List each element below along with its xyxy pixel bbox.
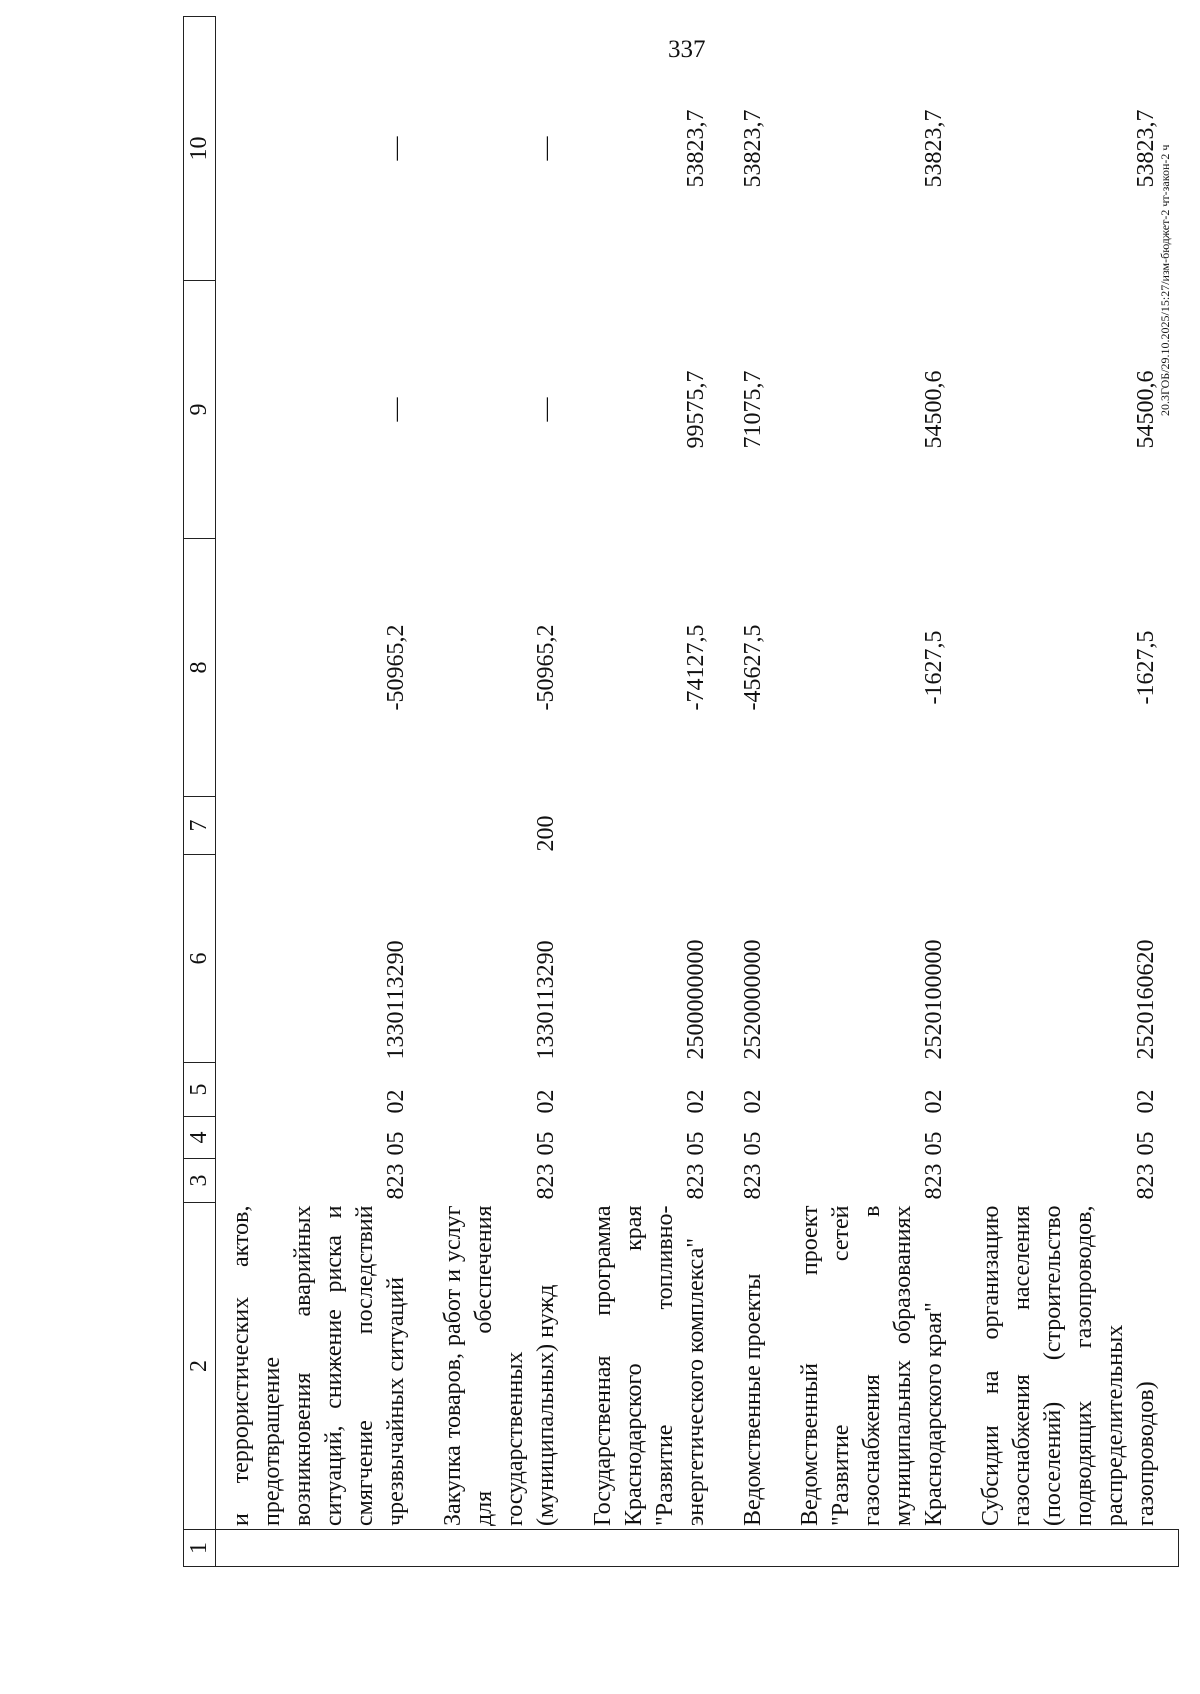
cell-amount-col-8: -1627,5 <box>1133 630 1159 705</box>
table-row <box>728 17 785 1567</box>
cell-subsection: 02 <box>740 1089 766 1114</box>
header-col-1: 1 <box>184 1530 216 1567</box>
cell-amount-col-9: — <box>383 397 409 422</box>
cell-subsection: 02 <box>533 1089 559 1114</box>
cell-ministry: 823 <box>383 1163 409 1200</box>
cell-amount-col-10: — <box>383 136 409 161</box>
cell-section: 05 <box>383 1131 409 1156</box>
cell-target-article: 2500000000 <box>683 939 709 1060</box>
table-row <box>578 17 728 1567</box>
cell-amount-col-10: 53823,7 <box>1133 109 1159 188</box>
cell-expense-type <box>216 797 429 855</box>
cell-amount-col-9: 71075,7 <box>740 370 766 449</box>
cell-target-article: 2520100000 <box>921 939 947 1060</box>
cell-section: 05 <box>921 1131 947 1156</box>
header-col-10: 10 <box>184 17 216 281</box>
cell-name: Закупка товаров, работ и услуг для обеспечения государственных (муниципальных) нужд <box>440 1205 559 1526</box>
header-col-3: 3 <box>184 1159 216 1203</box>
cell-ministry: 823 <box>740 1163 766 1200</box>
cell-col-1 <box>728 1530 785 1567</box>
header-col-7: 7 <box>184 797 216 855</box>
cell-col-1 <box>216 1530 429 1567</box>
cell-amount-col-10: — <box>533 136 559 161</box>
cell-amount-col-9: 54500,6 <box>1133 370 1159 449</box>
cell-name: Ведомственный проект "Развитие сетей газоснабжения в муниципальных образованиях Краснодарского края" <box>797 1205 947 1526</box>
cell-amount-col-10: 53823,7 <box>740 109 766 188</box>
cell-ministry: 823 <box>683 1163 709 1200</box>
header-col-2: 2 <box>184 1203 216 1530</box>
cell-target-article: 1330113290 <box>383 940 409 1060</box>
cell-amount-col-10: 53823,7 <box>921 109 947 188</box>
cell-amount-col-8: -45627,5 <box>740 624 766 711</box>
cell-subsection: 02 <box>921 1089 947 1114</box>
cell-expense-type <box>966 797 1178 855</box>
cell-target-article: 1330113290 <box>533 940 559 1060</box>
cell-expense-type <box>785 797 966 855</box>
table-header-row <box>184 17 216 1567</box>
cell-ministry: 823 <box>1133 1163 1159 1200</box>
cell-amount-col-8: -1627,5 <box>921 630 947 705</box>
cell-col-1 <box>578 1530 728 1567</box>
cell-name: Субсидии на организацию газоснабжения населения (поселений) (строительство подводящих газопроводов, распределительных газопроводов) <box>978 1205 1159 1526</box>
header-col-8: 8 <box>184 539 216 797</box>
cell-subsection: 02 <box>383 1089 409 1114</box>
table-row <box>785 17 966 1567</box>
cell-expense-type <box>728 797 785 855</box>
cell-col-1 <box>785 1530 966 1567</box>
cell-name: Государственная программа Краснодарского края "Развитие топливно-энергетического комплекса" <box>590 1205 709 1526</box>
cell-col-1 <box>966 1530 1178 1567</box>
cell-section: 05 <box>740 1131 766 1156</box>
page-number: 337 <box>668 36 706 63</box>
cell-amount-col-9: — <box>533 397 559 422</box>
cell-expense-type: 200 <box>533 815 559 852</box>
cell-amount-col-9: 99575,7 <box>683 370 709 449</box>
table-row <box>216 17 429 1567</box>
header-col-6: 6 <box>184 855 216 1063</box>
cell-amount-col-8: -74127,5 <box>683 624 709 711</box>
header-col-9: 9 <box>184 281 216 539</box>
header-col-5: 5 <box>184 1063 216 1117</box>
cell-target-article: 2520160620 <box>1133 939 1159 1060</box>
budget-table <box>183 16 1179 1567</box>
cell-subsection: 02 <box>1133 1089 1159 1114</box>
cell-name: и террористических актов, предотвращение возникновения аварийных ситуаций, снижение риска и смягчение последствий чрезвычайных ситуаций <box>228 1205 409 1526</box>
cell-subsection: 02 <box>683 1089 709 1114</box>
cell-amount-col-10: 53823,7 <box>683 109 709 188</box>
cell-name: Ведомственные проекты <box>740 1273 766 1526</box>
table-row <box>966 17 1178 1567</box>
document-footer-code: 20.3ГОБ/29.10.2025/15:27/изм-бюджет-2 чт-закон-2 ч <box>1158 144 1172 416</box>
cell-target-article: 2520000000 <box>740 939 766 1060</box>
cell-amount-col-9: 54500,6 <box>921 370 947 449</box>
cell-ministry: 823 <box>921 1163 947 1200</box>
cell-expense-type <box>578 797 728 855</box>
cell-ministry: 823 <box>533 1163 559 1200</box>
cell-section: 05 <box>533 1131 559 1156</box>
cell-amount-col-8: -50965,2 <box>383 624 409 711</box>
cell-col-1 <box>428 1530 578 1567</box>
cell-amount-col-8: -50965,2 <box>533 624 559 711</box>
header-col-4: 4 <box>184 1117 216 1159</box>
cell-section: 05 <box>683 1131 709 1156</box>
cell-section: 05 <box>1133 1131 1159 1156</box>
table-row <box>428 17 578 1567</box>
